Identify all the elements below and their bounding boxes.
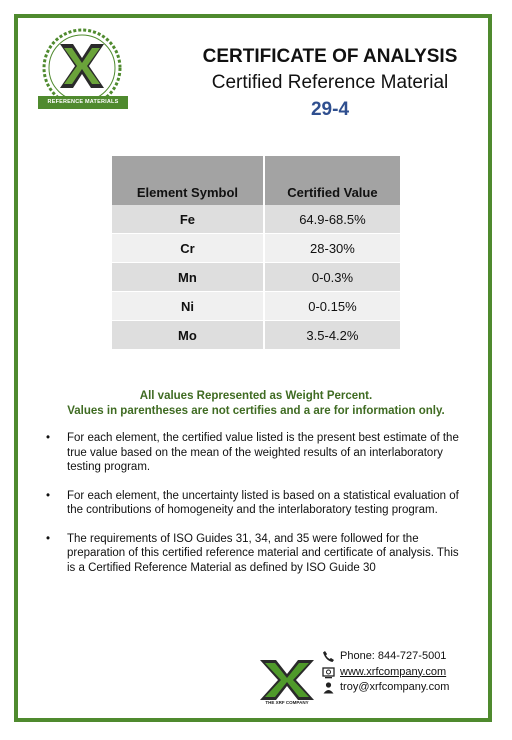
user-icon — [322, 681, 335, 694]
certificate-number: 29-4 — [310, 99, 350, 120]
statement-text: For each element, the uncertainty listed is based on a statistical evaluation of the contributions of homogeneity and the interlaboratory testing program. — [67, 489, 459, 516]
weight-percent-note — [40, 389, 472, 419]
element-symbol: Fe — [112, 205, 264, 234]
seal-ribbon: REFERENCE MATERIALS — [38, 96, 128, 109]
certified-value: 28-30% — [264, 234, 400, 263]
web-icon — [322, 666, 335, 679]
table-row — [112, 205, 400, 234]
contact-email — [322, 680, 449, 696]
table-row — [112, 234, 400, 263]
footer-logo-caption: THE XRF COMPANY — [265, 700, 309, 705]
certification-statements — [42, 431, 466, 589]
website-link[interactable]: www.xrfcompany.com — [340, 665, 447, 678]
phone-text: Phone: 844-727-5001 — [340, 650, 447, 662]
table-row — [112, 263, 400, 292]
certificate-subtitle: Certified Reference Material — [211, 72, 449, 93]
table-row — [112, 321, 400, 350]
certified-value: 0-0.15% — [264, 292, 400, 321]
certified-value: 0-0.3% — [264, 263, 400, 292]
certified-values-table — [112, 156, 400, 350]
element-symbol: Cr — [112, 234, 264, 263]
header — [186, 44, 474, 124]
list-item — [42, 489, 466, 518]
list-item — [42, 431, 466, 475]
bullet-icon: • — [46, 489, 51, 502]
phone-icon — [322, 650, 335, 663]
email-text[interactable]: troy@xrfcompany.com — [340, 681, 450, 693]
certified-value: 3.5-4.2% — [264, 321, 400, 350]
bullet-icon: • — [46, 432, 51, 444]
element-symbol: Mo — [112, 321, 264, 350]
list-item — [42, 532, 466, 576]
column-header-element-symbol: Element Symbol — [112, 156, 264, 205]
table-header-row — [112, 156, 400, 205]
table-row — [112, 292, 400, 321]
statement-text: For each element, the certified value listed is the present best estimate of the true value based on the mean of the weighted results of an interlaboratory testing program. — [67, 432, 459, 473]
note-line-1: All values Represented as Weight Percent. — [139, 390, 373, 402]
contact-phone — [322, 649, 449, 665]
element-symbol: Ni — [112, 292, 264, 321]
element-symbol: Mn — [112, 263, 264, 292]
certified-value: 64.9-68.5% — [264, 205, 400, 234]
contact-info — [322, 649, 449, 696]
bullet-icon: • — [46, 532, 51, 545]
contact-website — [322, 665, 449, 681]
statement-text: The requirements of ISO Guides 31, 34, and 35 were followed for the preparation of this certified reference material and certificate of analysis. This is a Certified Reference Material as defined by ISO Guide 30 — [67, 532, 459, 574]
certificate-title: CERTIFICATE OF ANALYSIS — [202, 46, 458, 67]
column-header-certified-value: Certified Value — [264, 156, 400, 205]
note-line-2: Values in parentheses are not certifies and a are for information only. — [67, 405, 445, 417]
